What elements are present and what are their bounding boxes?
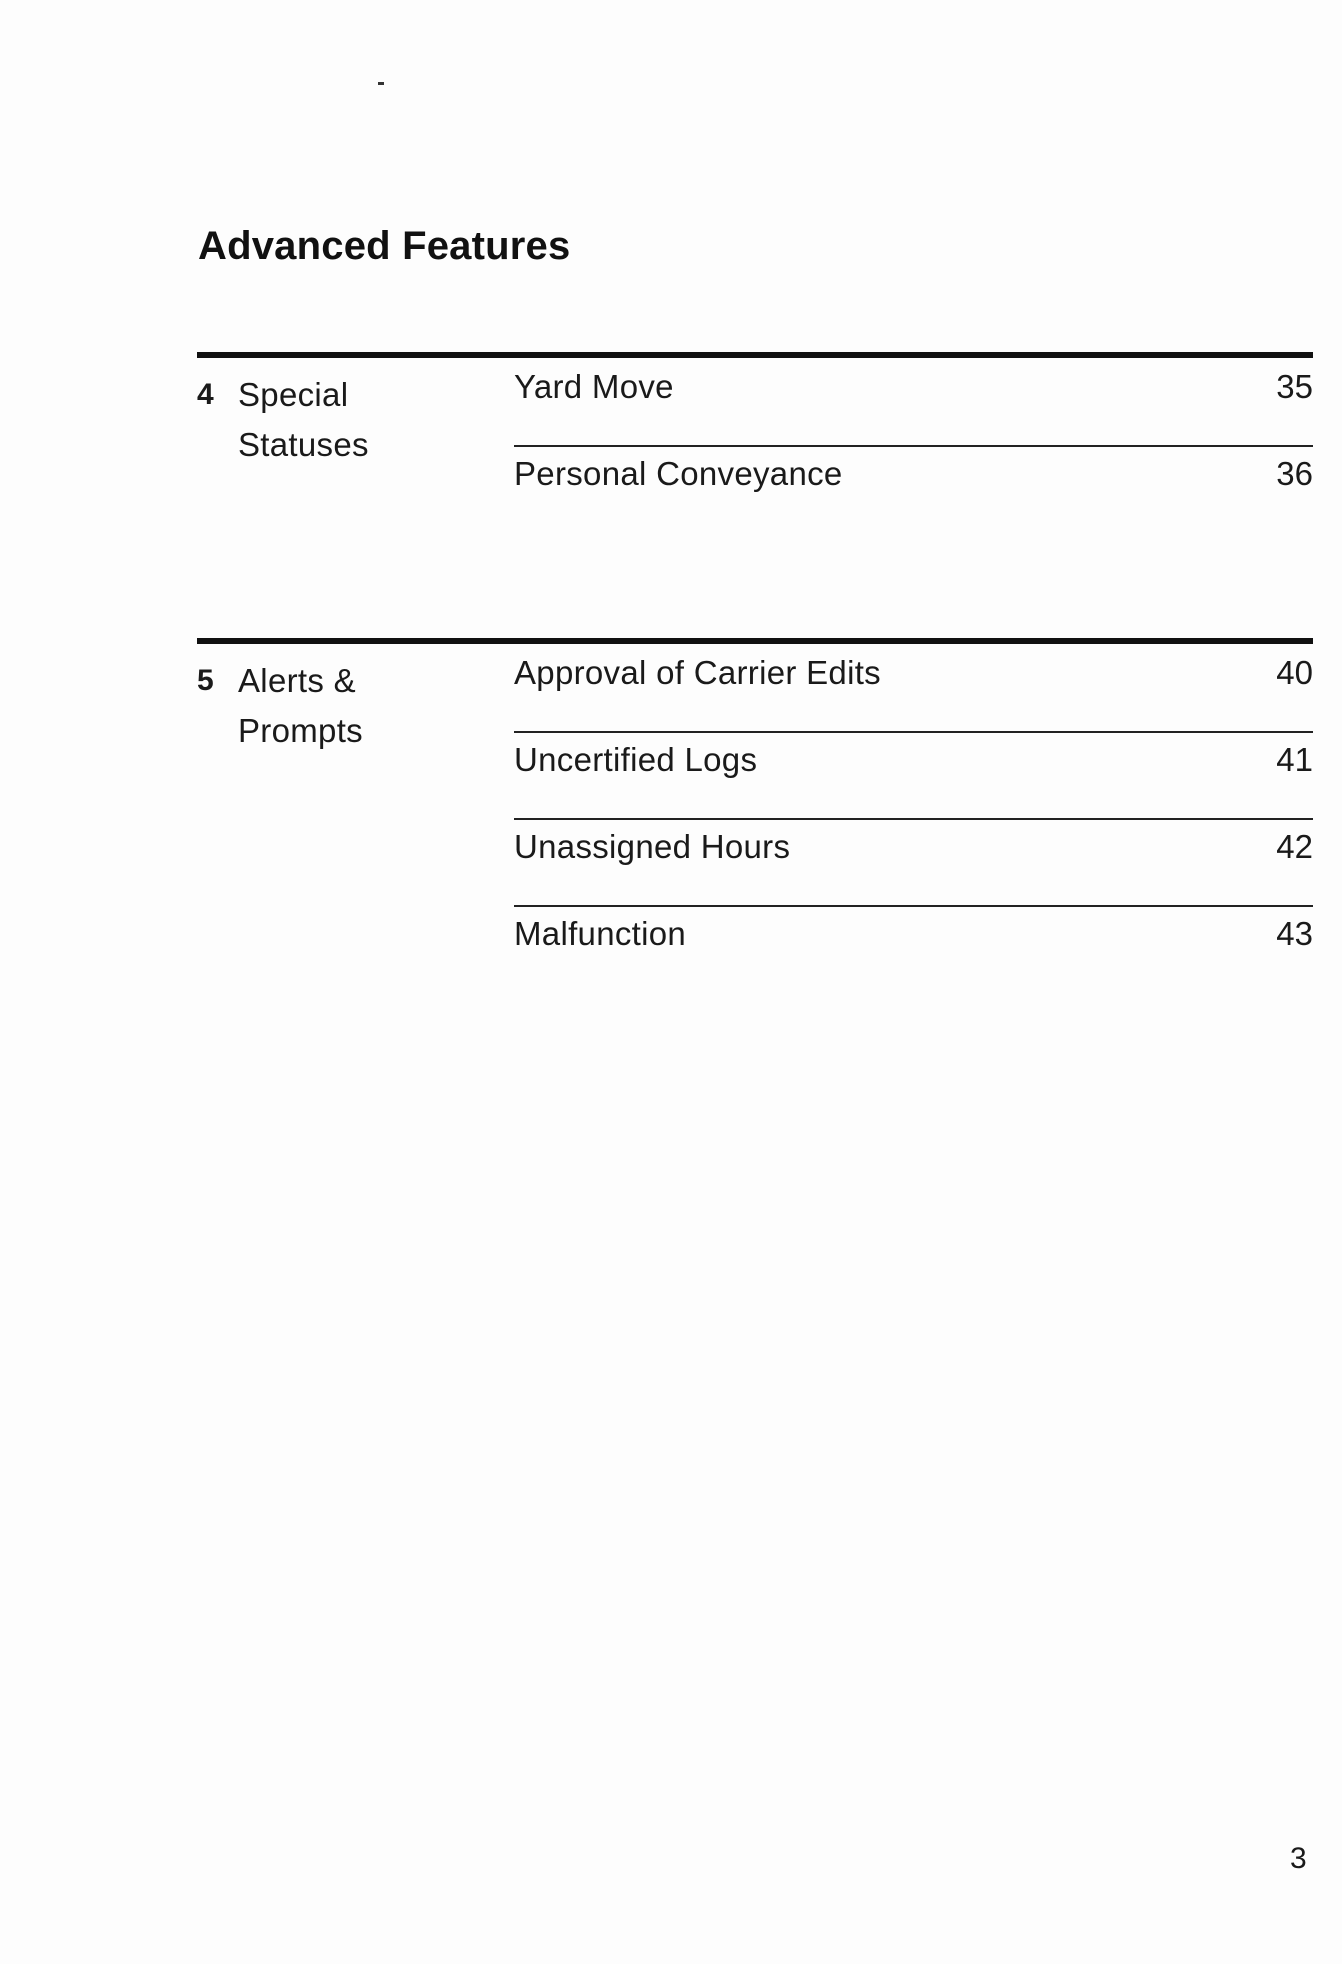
section-label [197,370,478,470]
section-number: 5 [197,664,214,697]
toc-entry[interactable] [514,445,1313,532]
page-title: Advanced Features [198,224,571,268]
toc-entry-page: 36 [1276,455,1313,492]
toc-entry-label: Yard Move [514,368,674,405]
toc-entry-page: 42 [1276,828,1313,865]
toc-entry[interactable] [514,905,1313,992]
section-alerts-prompts [197,638,1313,952]
section-name: Alerts & Prompts [238,662,363,749]
page-number: 3 [1290,1842,1307,1875]
toc-entry-label: Unassigned Hours [514,828,791,865]
toc-entry-label: Approval of Carrier Edits [514,654,881,691]
toc-entry-label: Uncertified Logs [514,741,758,778]
toc-entry[interactable] [514,644,1313,731]
toc-entry-page: 41 [1276,741,1313,778]
toc-entry-page: 43 [1276,915,1313,952]
section-label [197,656,478,756]
toc-entry[interactable] [514,818,1313,905]
scan-speck [378,82,384,85]
toc-entry[interactable] [514,358,1313,445]
toc-entry-page: 35 [1276,368,1313,405]
section-special-statuses [197,352,1313,492]
section-entries [514,644,1313,992]
toc-entry[interactable] [514,731,1313,818]
toc-entry-page: 40 [1276,654,1313,691]
toc-entry-label: Malfunction [514,915,687,952]
toc-entry-label: Personal Conveyance [514,455,843,492]
section-entries [514,358,1313,532]
section-name: Special Statuses [238,376,369,463]
section-number: 4 [197,378,214,411]
